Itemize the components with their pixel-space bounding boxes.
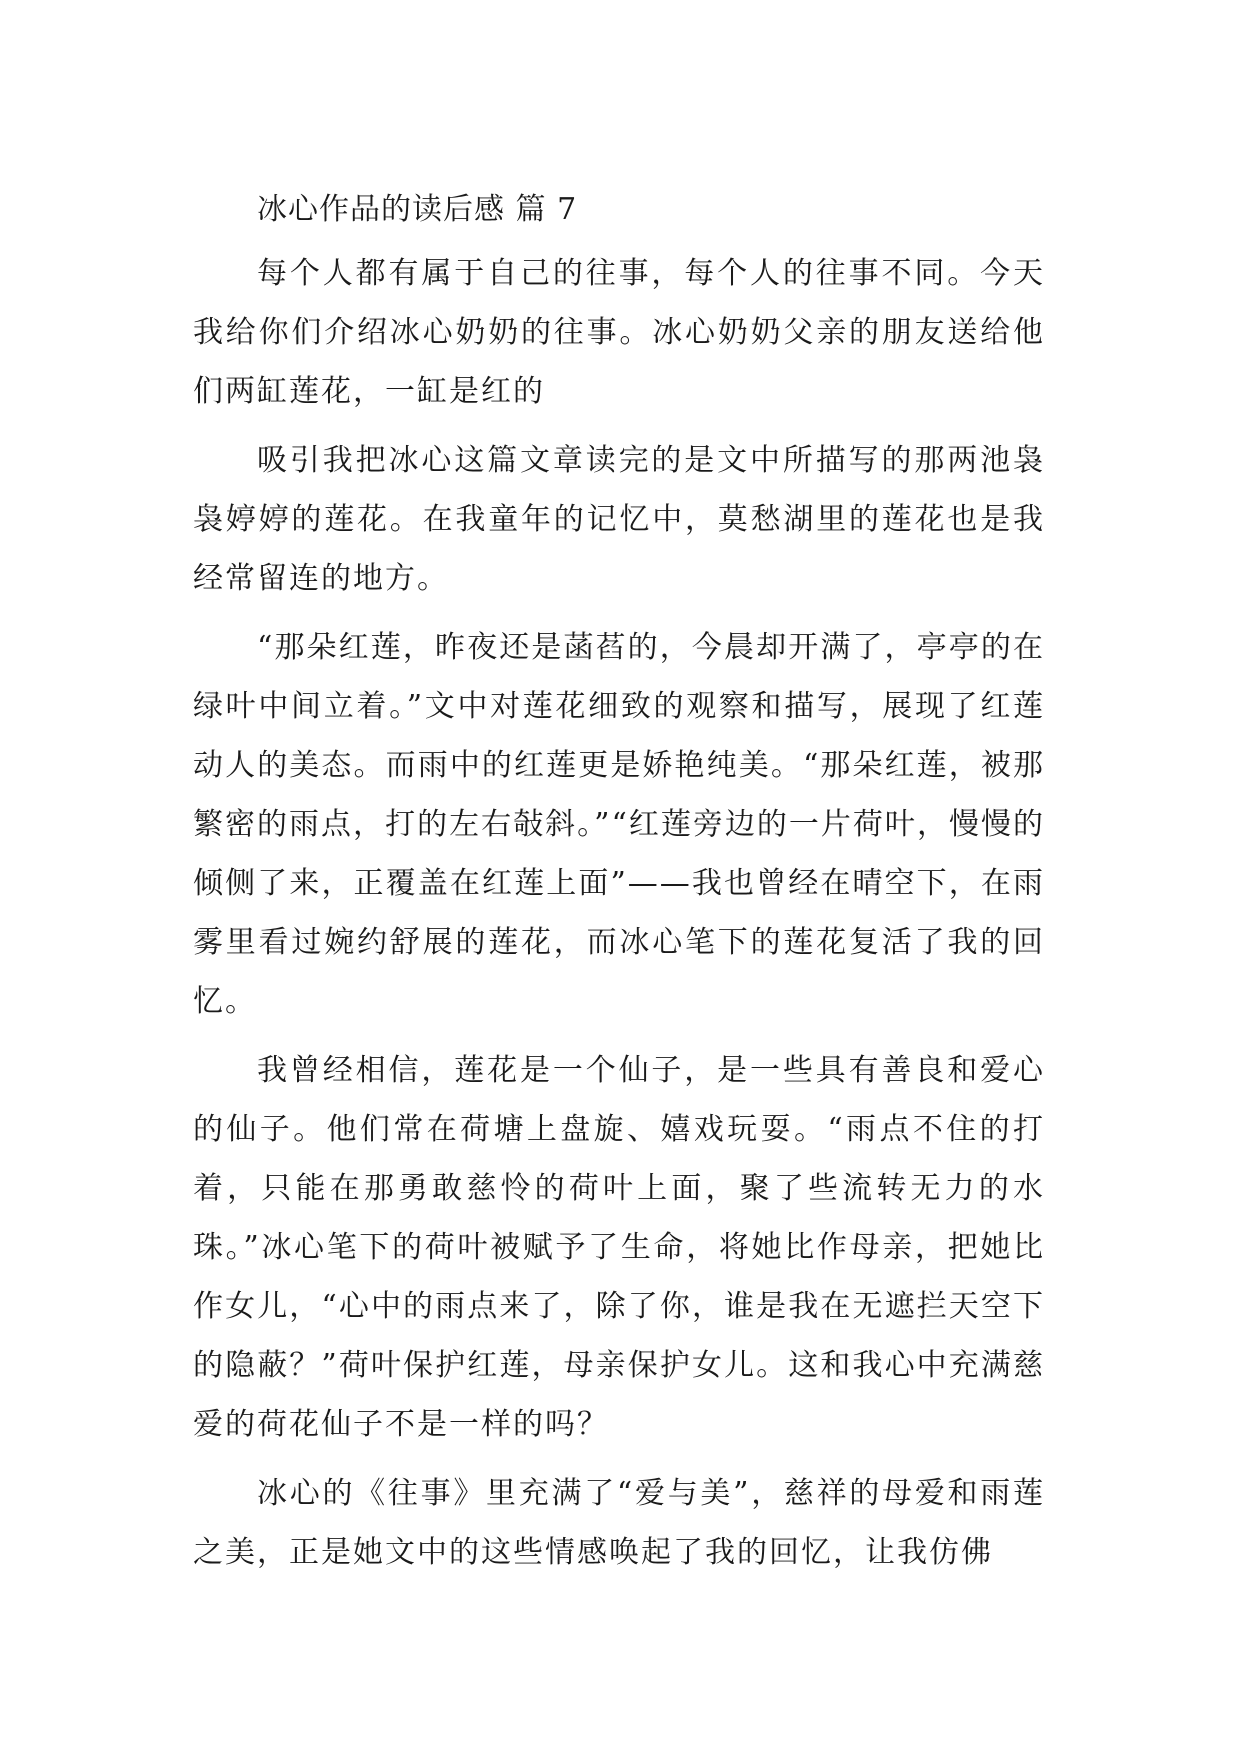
document-title: 冰心作品的读后感 篇 7 [257, 192, 578, 227]
paragraph-5: 冰心的《往事》里充满了“爱与美”，慈祥的母爱和雨莲之美，正是她文中的这些情感唤起了我的回忆，让我仿佛 [193, 1476, 1045, 1570]
paragraph-4: 我曾经相信，莲花是一个仙子，是一些具有善良和爱心的仙子。他们常在荷塘上盘旋、嬉戏玩耍。“雨点不住的打着，只能在那勇敢慈怜的荷叶上面，聚了些流转无力的水珠。”冰心笔下的荷叶被赋予了生命，将她比作母亲，把她比作女儿，“心中的雨点来了，除了你，谁是我在无遮拦天空下的隐蔽？”荷叶保护红莲，母亲保护女儿。这和我心中充满慈爱的荷花仙子不是一样的吗？ [193, 1053, 1045, 1442]
document-page [193, 190, 1045, 1592]
paragraph-1: 每个人都有属于自己的往事，每个人的往事不同。今天我给你们介绍冰心奶奶的往事。冰心奶奶父亲的朋友送给他们两缸莲花，一缸是红的 [193, 256, 1045, 409]
paragraph-3: “那朵红莲，昨夜还是菡萏的，今晨却开满了，亭亭的在绿叶中间立着。”文中对莲花细致的观察和描写，展现了红莲动人的美态。而雨中的红莲更是娇艳纯美。“那朵红莲，被那繁密的雨点，打的左右敧斜。”“红莲旁边的一片荷叶，慢慢的倾侧了来，正覆盖在红莲上面”——我也曾经在晴空下，在雨雾里看过婉约舒展的莲花，而冰心笔下的莲花复活了我的回忆。 [193, 630, 1045, 1019]
paragraph-2: 吸引我把冰心这篇文章读完的是文中所描写的那两池袅袅婷婷的莲花。在我童年的记忆中，莫愁湖里的莲花也是我经常留连的地方。 [193, 443, 1045, 596]
